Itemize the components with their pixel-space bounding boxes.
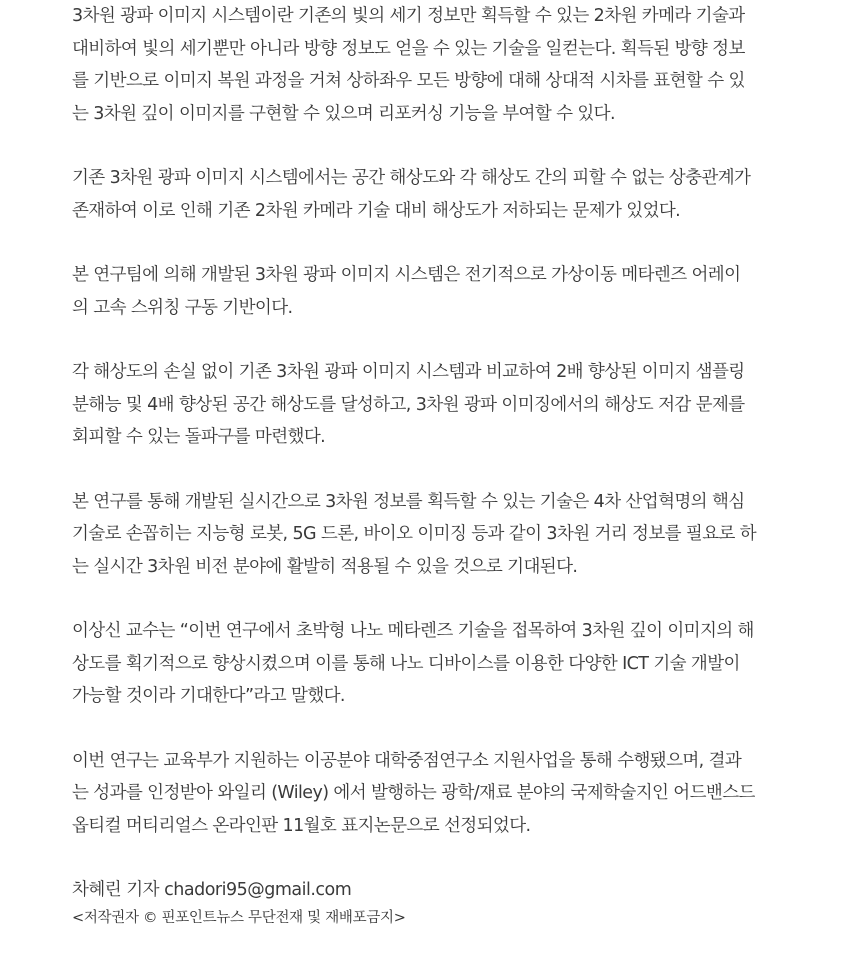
paragraph-6 xyxy=(72,615,812,713)
paragraph-4 xyxy=(72,356,812,454)
paragraph-line: 상도를 획기적으로 향상시켰으며 이를 통해 나노 디바이스를 이용한 다양한 ICT 기술 개발이 xyxy=(72,653,740,674)
article-body xyxy=(72,0,812,929)
author-byline: 차혜린 기자 chadori95@gmail.com xyxy=(72,880,352,900)
copyright-notice: <저작권자 © 핀포인트뉴스 무단전재 및 재배포금지> xyxy=(72,910,406,926)
paragraph-line: 이번 연구는 교육부가 지원하는 이공분야 대학중점연구소 지원사업을 통해 수행됐으며, 결과 xyxy=(72,750,742,771)
paragraph-line: 는 실시간 3차원 비전 분야에 활발히 적용될 수 있을 것으로 기대된다. xyxy=(72,556,578,577)
paragraph-line: 의 고속 스위칭 구동 기반이다. xyxy=(72,297,293,318)
paragraph-2 xyxy=(72,162,812,227)
paragraph-line: 본 연구팀에 의해 개발된 3차원 광파 이미지 시스템은 전기적으로 가상이동 메타렌즈 어레이 xyxy=(72,265,741,285)
paragraph-line: 가능할 것이라 기대한다”라고 말했다. xyxy=(72,686,345,706)
paragraph-line: 분해능 및 4배 향상된 공간 해상도를 달성하고, 3차원 광파 이미징에서의 해상도 저감 문제를 xyxy=(72,394,745,415)
paragraph-line: 대비하여 빛의 세기뿐만 아니라 방향 정보도 얻을 수 있는 기술을 일컫는다. 획득된 방향 정보 xyxy=(72,38,745,59)
paragraph-line: 회피할 수 있는 돌파구를 마련했다. xyxy=(72,427,326,447)
paragraph-line: 3차원 광파 이미지 시스템이란 기존의 빛의 세기 정보만 획득할 수 있는 2차원 카메라 기술과 xyxy=(72,6,745,26)
paragraph-1 xyxy=(72,0,812,130)
paragraph-7 xyxy=(72,745,812,843)
paragraph-line: 각 해상도의 손실 없이 기존 3차원 광파 이미지 시스템과 비교하여 2배 향상된 이미지 샘플링 xyxy=(72,362,745,382)
paragraph-3 xyxy=(72,259,812,324)
paragraph-line: 는 성과를 인정받아 와일리 (Wiley) 에서 발행하는 광학/재료 분야의 국제학술지인 어드밴스드 xyxy=(72,783,755,803)
paragraph-line: 옵티컬 머티리얼스 온라인판 11월호 표지논문으로 선정되었다. xyxy=(72,815,531,836)
paragraph-line: 기술로 손꼽히는 지능형 로봇, 5G 드론, 바이오 이미징 등과 같이 3차원 거리 정보를 필요로 하 xyxy=(72,524,757,544)
paragraph-line: 기존 3차원 광파 이미지 시스템에서는 공간 해상도와 각 해상도 간의 피할 수 없는 상충관계가 xyxy=(72,168,751,188)
paragraph-line: 이상신 교수는 “이번 연구에서 초박형 나노 메타렌즈 기술을 접목하여 3차원 깊이 이미지의 해 xyxy=(72,621,754,641)
paragraph-line: 를 기반으로 이미지 복원 과정을 거쳐 상하좌우 모든 방향에 대해 상대적 시차를 표현할 수 있 xyxy=(72,71,745,91)
paragraph-line: 는 3차원 깊이 이미지를 구현할 수 있으며 리포커싱 기능을 부여할 수 있다. xyxy=(72,103,615,124)
paragraph-line: 본 연구를 통해 개발된 실시간으로 3차원 정보를 획득할 수 있는 기술은 4차 산업혁명의 핵심 xyxy=(72,491,745,512)
paragraph-line: 존재하여 이로 인해 기존 2차원 카메라 기술 대비 해상도가 저하되는 문제가 있었다. xyxy=(72,200,681,221)
paragraph-5 xyxy=(72,486,812,584)
